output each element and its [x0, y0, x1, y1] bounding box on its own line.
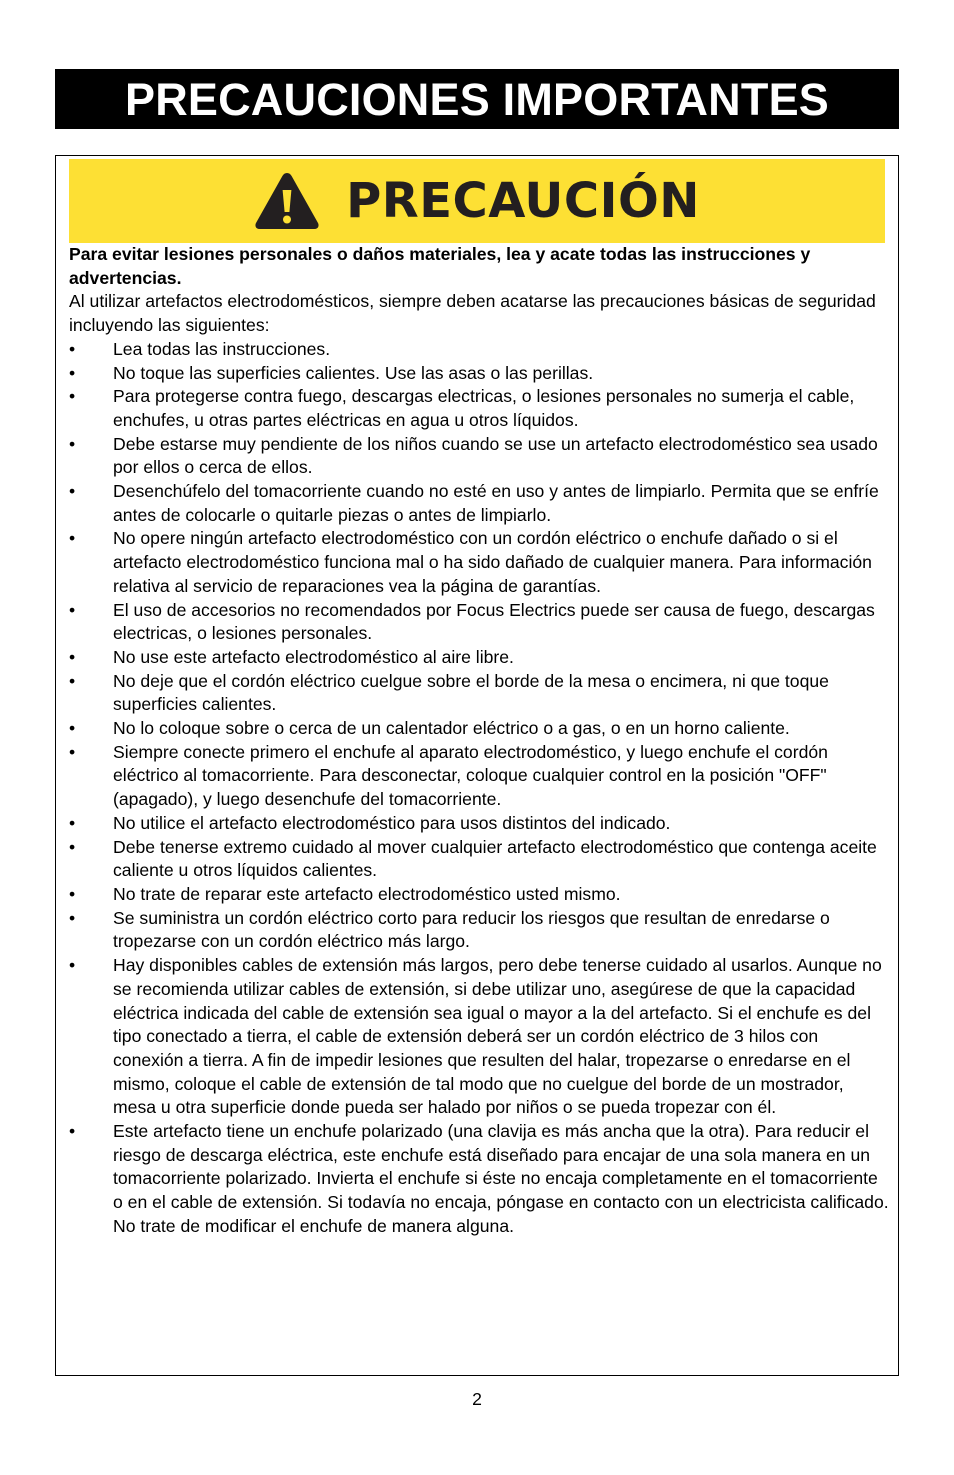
list-item: [69, 812, 891, 836]
list-item-text: Este artefacto tiene un enchufe polarizado (una clavija es más ancha que la otra). Para reducir el riesgo de descarga eléctrica, este enchufe está diseñado para encajar de una sola manera en un tomacorriente polarizado. Invierta el enchufe si éste no encaja completamente en el tomacorriente o en el cable de extensión. Si todavía no encaja, póngase en contacto con un electricista calificado. No trate de modificar el enchufe de manera alguna.: [113, 1121, 889, 1236]
precautions-list: [69, 338, 891, 1239]
bullet-icon: •: [69, 528, 76, 549]
list-item: [69, 954, 891, 1120]
list-item: [69, 907, 891, 954]
list-item-text: No utilice el artefacto electrodoméstico para usos distintos del indicado.: [113, 812, 671, 833]
bullet-icon: •: [69, 481, 76, 502]
bullet-icon: •: [69, 718, 76, 739]
bullet-icon: •: [69, 883, 76, 904]
list-item: [69, 480, 891, 527]
title-bar: [55, 69, 899, 129]
bullet-icon: •: [69, 362, 76, 383]
bullet-icon: •: [69, 599, 76, 620]
bullet-icon: •: [69, 907, 76, 928]
list-item-text: Siempre conecte primero el enchufe al aparato electrodoméstico, y luego enchufe el cordón eléctrico al tomacorriente. Para desconectar, coloque cualquier control en la posición "OFF" (apagado), y luego desenchufe del tomacorriente.: [113, 741, 828, 810]
list-item: [69, 338, 891, 362]
list-item-text: No use este artefacto electrodoméstico al aire libre.: [113, 646, 514, 667]
bullet-icon: •: [69, 433, 76, 454]
bullet-icon: •: [69, 646, 76, 667]
bullet-icon: •: [69, 836, 76, 857]
list-item-text: Debe estarse muy pendiente de los niños cuando se use un artefacto electrodoméstico sea usado por ellos o cerca de ellos.: [113, 433, 878, 478]
precautions-box: [55, 155, 899, 1376]
list-item-text: No trate de reparar este artefacto electrodoméstico usted mismo.: [113, 883, 621, 904]
list-item: [69, 670, 891, 717]
bullet-icon: •: [69, 1121, 76, 1142]
list-item: [69, 883, 891, 907]
list-item-text: No toque las superficies calientes. Use las asas o las perillas.: [113, 362, 594, 383]
list-item-text: Hay disponibles cables de extensión más largos, pero debe tenerse cuidado al usarlos. Aunque no se recomienda utilizar cables de extensión, si debe utilizar uno, asegúrese de que la capacidad eléctrica indicada del cable de extensión sea igual o mayor a la del artefacto. Si el enchufe es del tipo conectado a tierra, el cable de extensión deberá ser un cordón eléctrico de 3 hilos con conexión a tierra. A fin de impedir lesiones que resulten del halar, tropezarse o enredarse en el mismo, coloque el cable de extensión de tal modo que no cuelgue del borde de un mostrador, mesa u otra superficie donde pueda ser halado por niños o se pueda tropezar con él.: [113, 955, 882, 1118]
intro-bold-text: Para evitar lesiones personales o daños materiales, lea y acate todas las instrucciones y advertencias.: [69, 244, 811, 288]
caution-banner: [69, 159, 885, 243]
intro-text: Al utilizar artefactos electrodomésticos, siempre deben acatarse las precauciones básicas de seguridad incluyendo las siguientes:: [69, 291, 876, 336]
bullet-icon: •: [69, 955, 76, 976]
page-title: PRECAUCIONES IMPORTANTES: [124, 73, 829, 125]
list-item: [69, 599, 891, 646]
list-item: [69, 741, 891, 812]
bullet-icon: •: [69, 386, 76, 407]
list-item: [69, 836, 891, 883]
list-item-text: No opere ningún artefacto electrodoméstico con un cordón eléctrico o enchufe dañado o si el artefacto electrodoméstico funciona mal o ha sido dañado de cualquier manera. Para información relativa al servicio de reparaciones vea la página de garantías.: [113, 528, 872, 596]
list-item-text: Desenchúfelo del tomacorriente cuando no esté en uso y antes de limpiarlo. Permita que se enfríe antes de colocarle o quitarle piezas o antes de limpiarlo.: [113, 481, 879, 525]
list-item: [69, 527, 891, 598]
bullet-icon: •: [69, 741, 76, 762]
list-item: [69, 433, 891, 480]
list-item-text: El uso de accesorios no recomendados por Focus Electrics puede ser causa de fuego, descargas electricas, o lesiones personales.: [113, 599, 875, 644]
bullet-icon: •: [69, 812, 76, 833]
list-item-text: No deje que el cordón eléctrico cuelgue sobre el borde de la mesa o encimera, ni que toque superficies calientes.: [113, 670, 829, 715]
bullet-icon: •: [69, 670, 76, 691]
bullet-icon: •: [69, 338, 76, 359]
list-item-text: Se suministra un cordón eléctrico corto para reducir los riesgos que resultan de enredarse o tropezarse con un cordón eléctrico más largo.: [113, 907, 830, 952]
caution-banner-text: PRECAUCIÓN: [346, 173, 700, 229]
precautions-content: [69, 243, 891, 1239]
list-item-text: Debe tenerse extremo cuidado al mover cualquier artefacto electrodoméstico que contenga aceite caliente u otros líquidos calientes.: [113, 836, 877, 881]
page-number: 2: [472, 1389, 482, 1409]
warning-triangle-icon: [254, 171, 320, 231]
list-item-text: Lea todas las instrucciones.: [113, 338, 331, 359]
list-item: [69, 646, 891, 670]
list-item-text: No lo coloque sobre o cerca de un calentador eléctrico o a gas, o en un horno caliente.: [113, 718, 790, 739]
list-item: [69, 362, 891, 386]
list-item: [69, 1120, 891, 1239]
list-item: [69, 385, 891, 432]
list-item-text: Para protegerse contra fuego, descargas electricas, o lesiones personales no sumerja el cable, enchufes, u otras partes eléctricas en agua u otros líquidos.: [113, 386, 855, 430]
list-item: [69, 717, 891, 741]
